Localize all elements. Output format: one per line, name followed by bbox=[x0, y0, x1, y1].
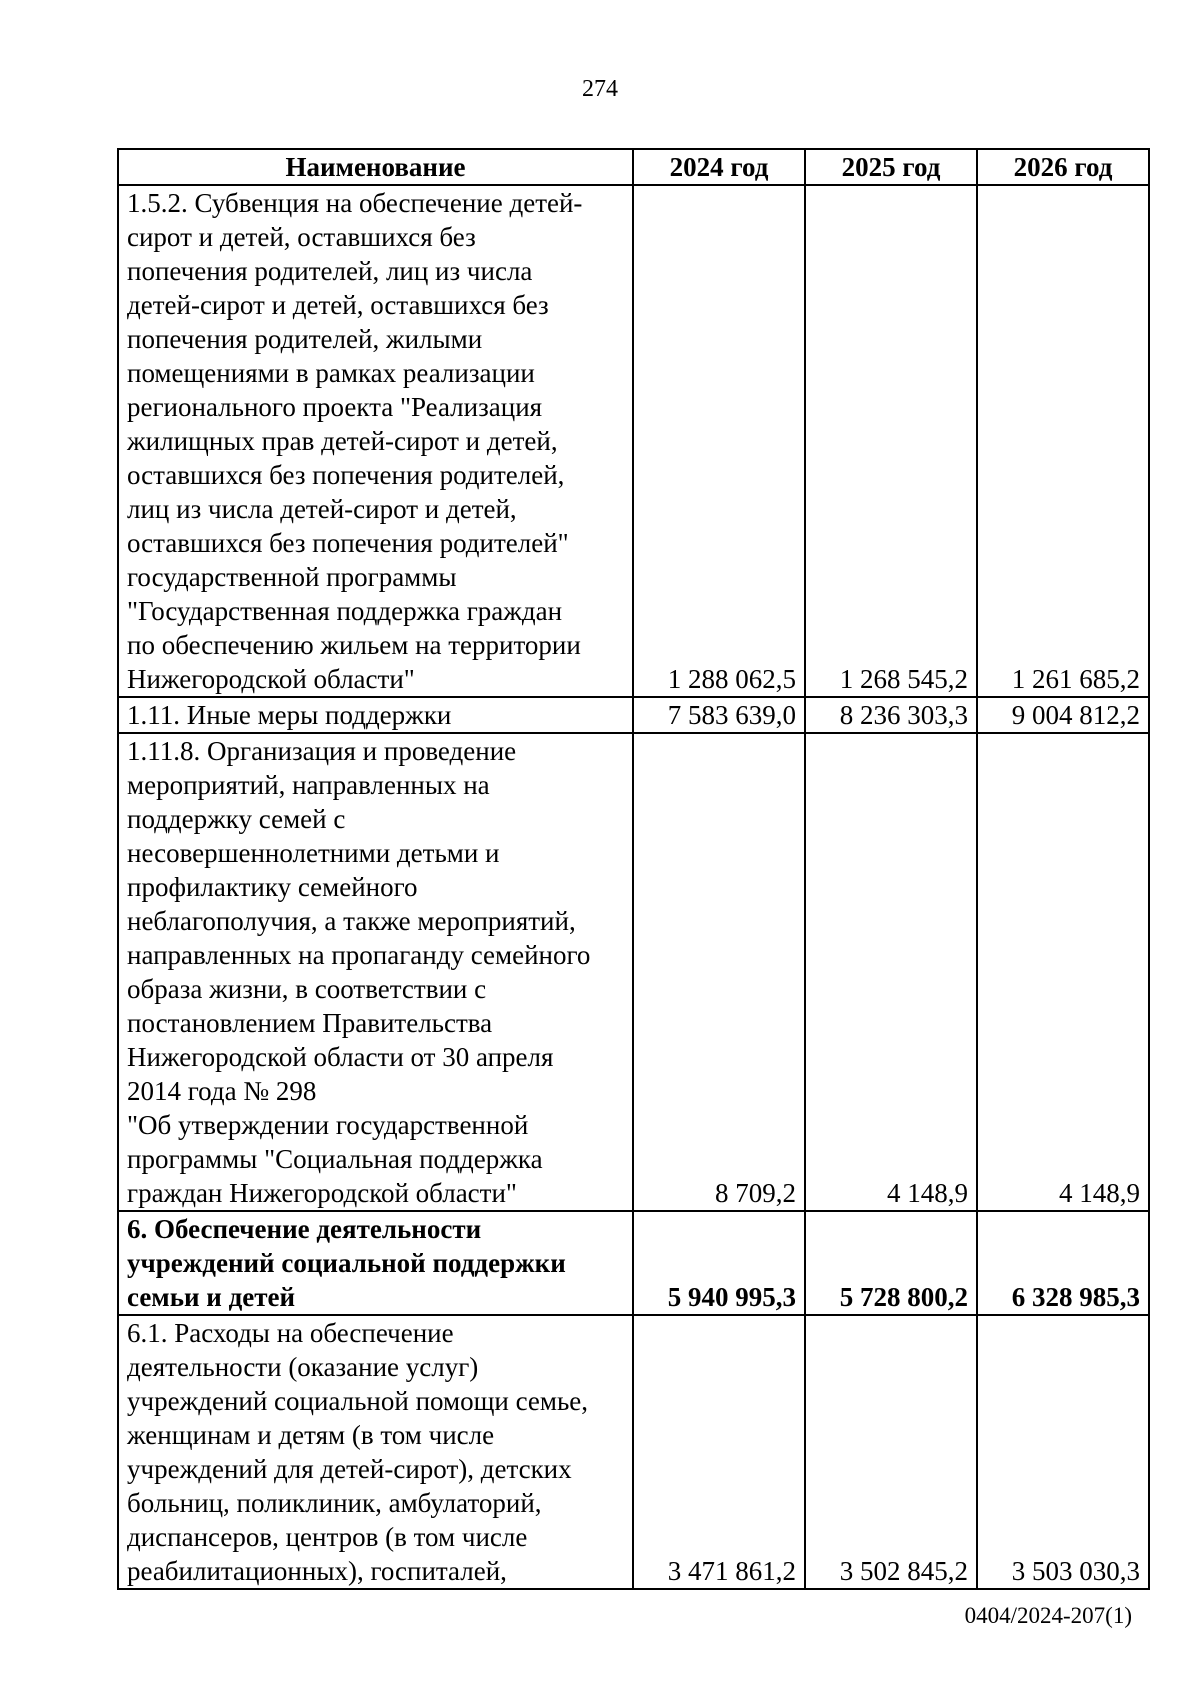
row-value-2024: 8 709,2 bbox=[633, 733, 805, 1211]
table-row bbox=[118, 733, 1149, 1211]
table-header-row bbox=[118, 149, 1149, 185]
budget-table bbox=[117, 148, 1150, 1590]
row-value-2024: 3 471 861,2 bbox=[633, 1315, 805, 1589]
header-name: Наименование bbox=[118, 149, 633, 185]
table-row bbox=[118, 697, 1149, 733]
page-number: 274 bbox=[582, 76, 618, 102]
header-2026: 2026 год bbox=[977, 149, 1149, 185]
table-row bbox=[118, 1315, 1149, 1589]
row-value-2026: 4 148,9 bbox=[977, 733, 1149, 1211]
row-value-2024: 7 583 639,0 bbox=[633, 697, 805, 733]
row-name: 6.1. Расходы на обеспечение деятельности (оказание услуг) учреждений социальной помощи семье, женщинам и детям (в том числе учреждений для детей-сирот), детских больниц, поликлиник, амбулаторий, диспансеров, центров (в том числе реабилитационных), госпиталей, bbox=[118, 1315, 633, 1589]
row-value-2026: 1 261 685,2 bbox=[977, 185, 1149, 697]
header-2024: 2024 год bbox=[633, 149, 805, 185]
row-name: 6. Обеспечение деятельности учреждений социальной поддержки семьи и детей bbox=[118, 1211, 633, 1315]
row-value-2024: 1 288 062,5 bbox=[633, 185, 805, 697]
row-value-2026: 6 328 985,3 bbox=[977, 1211, 1149, 1315]
row-value-2025: 3 502 845,2 bbox=[805, 1315, 977, 1589]
row-value-2026: 9 004 812,2 bbox=[977, 697, 1149, 733]
document-code: 0404/2024-207(1) bbox=[964, 1603, 1132, 1628]
row-value-2025: 1 268 545,2 bbox=[805, 185, 977, 697]
row-value-2025: 4 148,9 bbox=[805, 733, 977, 1211]
table-row-section bbox=[118, 1211, 1149, 1315]
row-name: 1.11. Иные меры поддержки bbox=[118, 697, 633, 733]
header-2025: 2025 год bbox=[805, 149, 977, 185]
row-value-2025: 5 728 800,2 bbox=[805, 1211, 977, 1315]
row-value-2024: 5 940 995,3 bbox=[633, 1211, 805, 1315]
table-row bbox=[118, 185, 1149, 697]
row-name: 1.11.8. Организация и проведение мероприятий, направленных на поддержку семей с несовершеннолетними детьми и профилактику семейного неблагополучия, а также мероприятий, направленных на пропаганду семейного образа жизни, в соответствии с постановлением Правительства Нижегородской области от 30 апреля 2014 года № 298 "Об утверждении государственной программы "Социальная поддержка граждан Нижегородской области" bbox=[118, 733, 633, 1211]
row-value-2026: 3 503 030,3 bbox=[977, 1315, 1149, 1589]
row-value-2025: 8 236 303,3 bbox=[805, 697, 977, 733]
row-name: 1.5.2. Субвенция на обеспечение детей- сирот и детей, оставшихся без попечения родителей, лиц из числа детей-сирот и детей, оставшихся без попечения родителей, жилыми помещениями в рамках реализации регионального проекта "Реализация жилищных прав детей-сирот и детей, оставшихся без попечения родителей, лиц из числа детей-сирот и детей, оставшихся без попечения родителей" государственной программы "Государственная поддержка граждан по обеспечению жильем на территории Нижегородской области" bbox=[118, 185, 633, 697]
